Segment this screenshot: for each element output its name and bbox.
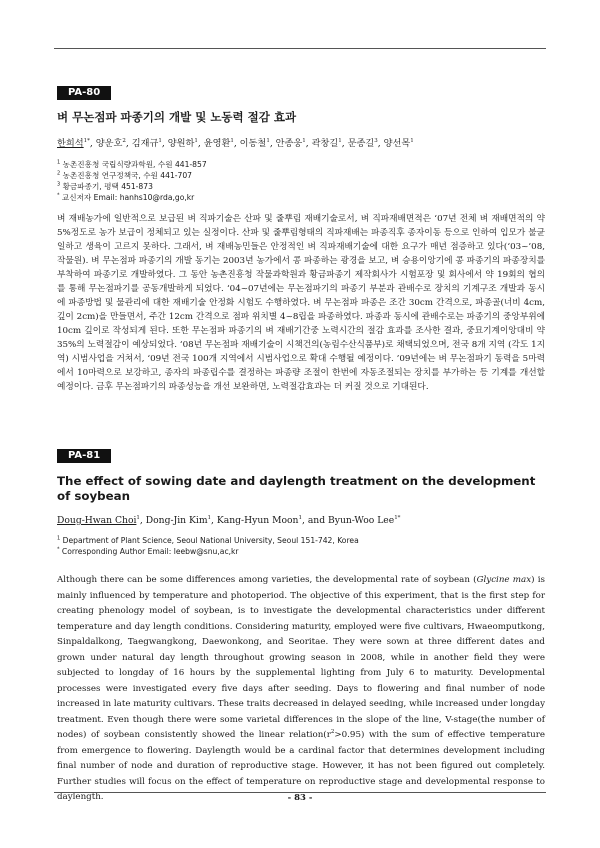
- affiliations: [57, 535, 537, 557]
- author: [217, 515, 328, 526]
- affiliation-mark: 3: [57, 181, 61, 188]
- author-separator: ,: [341, 138, 348, 149]
- author-affiliation-mark: 1*: [83, 137, 90, 144]
- author-affiliation-mark: 1: [136, 514, 140, 521]
- affiliation-text: Corresponding Author Email: leebw@snu,ac,kr: [59, 547, 239, 556]
- author-separator: ,: [139, 515, 146, 526]
- author-list: [57, 137, 547, 150]
- affiliation-line: [57, 159, 537, 170]
- author-name: 양원하: [167, 138, 195, 149]
- affiliation-mark: *: [57, 546, 60, 553]
- author: [57, 515, 146, 526]
- author-separator: ,: [89, 138, 96, 149]
- author: [312, 138, 348, 149]
- author-name: 이동철: [239, 138, 267, 149]
- abstract-body: Although there can be some differences among varieties, the developmental rate of soybean (Glycine max) is mainly influenced by temperature and photoperiod. The objective of this experiment, that is the first step for creating phenology model of soybean, is to investigate the developmental characteristics under different temperature and day length conditions. Considering maturity, employed were five cultivars, Hwaeomputkong, Sinpaldalkong, Taegwangkong, Daewonkong, and Seoritae. They were sown at three different dates and grown under natural day length throughout growing season in 2008, while in another field they were subjected to longday of 16 hours by the supplemental lighting from July 6 to maturity. Developmental processes were investigated every five days after seeding. Days to flowering and final number of node increased in late maturity cultivars. These traits decreased in delayed seeding, while increased under longday treatment. Even though there were some varietal differences in the slope of the line, V-stage(the number of nodes) of soybean consistently showed the linear $relation(r^2>0.95)$ with the sum of effective temperature from emergence to flowering. Daylength would be a cardinal factor that determines development including final number of node and duration of reproductive stage. However, it has not been figured out completely. Further studies will focus on the effect of temperature on reproductive stage and developmental response to daylength.: [57, 575, 545, 802]
- author-list: [57, 514, 547, 527]
- author-affiliation-mark: 1: [266, 137, 270, 144]
- author: [168, 138, 204, 149]
- author-name: 양선목: [383, 138, 411, 149]
- author: [204, 138, 240, 149]
- author-name: 문종길: [347, 138, 375, 149]
- author-affiliation-mark: 1: [194, 137, 198, 144]
- author-affiliation-mark: 1*: [394, 514, 401, 521]
- author-affiliation-mark: 1: [298, 514, 302, 521]
- abstract-body: 벼 재배농가에 일반적으로 보급된 벼 직파기술은 산파 및 줄뿌림 재배기술로서, 벼 직파재배면적은 ‘07년 전체 벼 재배면적의 약 5%정도로 농가 보급이 정체되고 있는 실정이다. 산파 및 줄뿌림형태의 직파재배는 파종직후 종자이동 등으로 인하여 입모가 불균일하고 생육이 고르지 못하다. 그래서, 벼 재배농민들은 안정적인 벼 직파재배기술에 대한 요구가 매년 점증하고 있다(‘03~’08, 작물원). 벼 무논점파 파종기의 개발 동기는 2003년 농가에서 콩 파종하는 광경을 보고, 벼 승용이앙기에 콩 파종기의 파종장치를 부착하여 파종기로 개발하였다. 그 동안 농촌진흥청 작물과학원과 황금파종기 제작회사가 시험포장 및 회사에서 약 19회의 협의를 통해 무논점파기를 공동개발하게 되었다. ‘04~07년에는 무논점파기의 파종기 부분과 관배수로 장치의 기계구조 개발과 동시에 파종방법 및 물관리에 대한 재배기술 안정화 시험도 수행하였다. 벼 무논점파 파종은 조간 30cm 간격으로, 파종골(너비 4cm, 깊이 2cm)을 만들면서, 주간 12cm 간격으로 점파 위치별 4~8립을 파종하였다. 파종과 동시에 관배수로는 파종기의 중앙부위에 10cm 깊이로 작성되게 된다. 또한 무논점파 파종기의 벼 재배기간중 노력시간의 절감 효과를 조사한 결과, 중묘기계이앙대비 약 35%의 노력절감이 예상되었다. ‘08년 무논점파 재배기술이 시책건의(농림수산식품부)로 채택되었으며, 전국 8개 지역 (각도 1지역) 시범사업을 거쳐서, ‘09년 전국 100개 지역에서 시범사업으로 확대 수행될 예정이다. ’09년에는 벼 무논점파기 동력을 5마력에서 10마력으로 보강하고, 종자의 파종립수를 결정하는 파종량 조절이 한번에 자동조절되는 장치를 부가하는 등 기계를 개선할 예정이다. 금후 무논점파기의 파종성능을 개선 보완하면, 노력절감효과는 더 커질 것으로 기대된다.: [57, 214, 545, 392]
- author-affiliation-mark: 1: [338, 137, 342, 144]
- author-affiliation-mark: 1: [410, 137, 414, 144]
- author-separator: ,: [211, 515, 217, 526]
- affiliation-mark: *: [57, 192, 60, 199]
- header-rule: [54, 48, 546, 49]
- author: [328, 515, 400, 526]
- author-affiliation-mark: 1: [230, 137, 234, 144]
- author-affiliation-mark: 1: [207, 514, 212, 521]
- author-name: 양운호: [95, 138, 123, 149]
- author-name: 윤영환: [203, 138, 231, 149]
- author-separator: , and: [301, 515, 329, 526]
- author-separator: ,: [161, 138, 168, 149]
- author-name: Doug-Hwan Choi: [57, 515, 137, 526]
- species-name: Glycine max: [476, 575, 532, 585]
- affiliation-line: [57, 535, 537, 546]
- author-name: Kang-Hyun Moon: [216, 515, 299, 526]
- author-separator: ,: [125, 138, 132, 149]
- author-separator: ,: [377, 138, 384, 149]
- author-affiliation-mark: 3: [374, 137, 378, 144]
- affiliation-line: [57, 181, 537, 192]
- author: [276, 138, 312, 149]
- affiliation-line: [57, 192, 537, 203]
- affiliation-mark: 1: [57, 535, 61, 542]
- abstract-title: 벼 무논점파 파종기의 개발 및 노동력 절감 효과: [57, 110, 297, 124]
- affiliation-line: [57, 546, 537, 557]
- author: [96, 138, 132, 149]
- author-separator: ,: [197, 138, 204, 149]
- affiliation-line: [57, 170, 537, 181]
- affiliation-text: Department of Plant Science, Seoul National University, Seoul 151-742, Korea: [60, 536, 359, 545]
- author: [384, 138, 414, 149]
- author-affiliation-mark: 1: [302, 137, 306, 144]
- author: [132, 138, 168, 149]
- affiliations: [57, 159, 537, 203]
- author-name: 한희석: [57, 138, 84, 149]
- abstract-code-badge: PA-81: [57, 449, 111, 463]
- affiliation-text: 교신저자 Email: hanhs10@rda,go,kr: [59, 193, 195, 202]
- author-name: 안종웅: [275, 138, 303, 149]
- author-separator: ,: [269, 138, 276, 149]
- author: [240, 138, 276, 149]
- author-name: 김재규: [131, 138, 159, 149]
- author-name: Byun-Woo Lee: [328, 515, 395, 526]
- abstract-title: The effect of sowing date and daylength treatment on the development of soybean: [57, 474, 536, 503]
- author: [348, 138, 384, 149]
- affiliation-text: 농촌진흥청 연구정책국, 수원 441-707: [60, 171, 193, 180]
- author-affiliation-mark: 2: [122, 137, 126, 144]
- abstract-code-badge: PA-80: [57, 86, 111, 100]
- author-name: 곽창길: [311, 138, 339, 149]
- author-name: Dong-Jin Kim: [145, 515, 208, 526]
- affiliation-text: 황금파종기, 평택 451-873: [60, 182, 153, 191]
- author-separator: ,: [305, 138, 312, 149]
- author-separator: ,: [233, 138, 240, 149]
- author: [57, 138, 96, 149]
- author: [146, 515, 217, 526]
- affiliation-mark: 2: [57, 170, 61, 177]
- page-number: - 83 -: [287, 793, 313, 803]
- author-affiliation-mark: 1: [158, 137, 162, 144]
- affiliation-mark: 1: [57, 159, 61, 166]
- affiliation-text: 농촌진흥청 국립식량과학원, 수원 441-857: [60, 160, 207, 169]
